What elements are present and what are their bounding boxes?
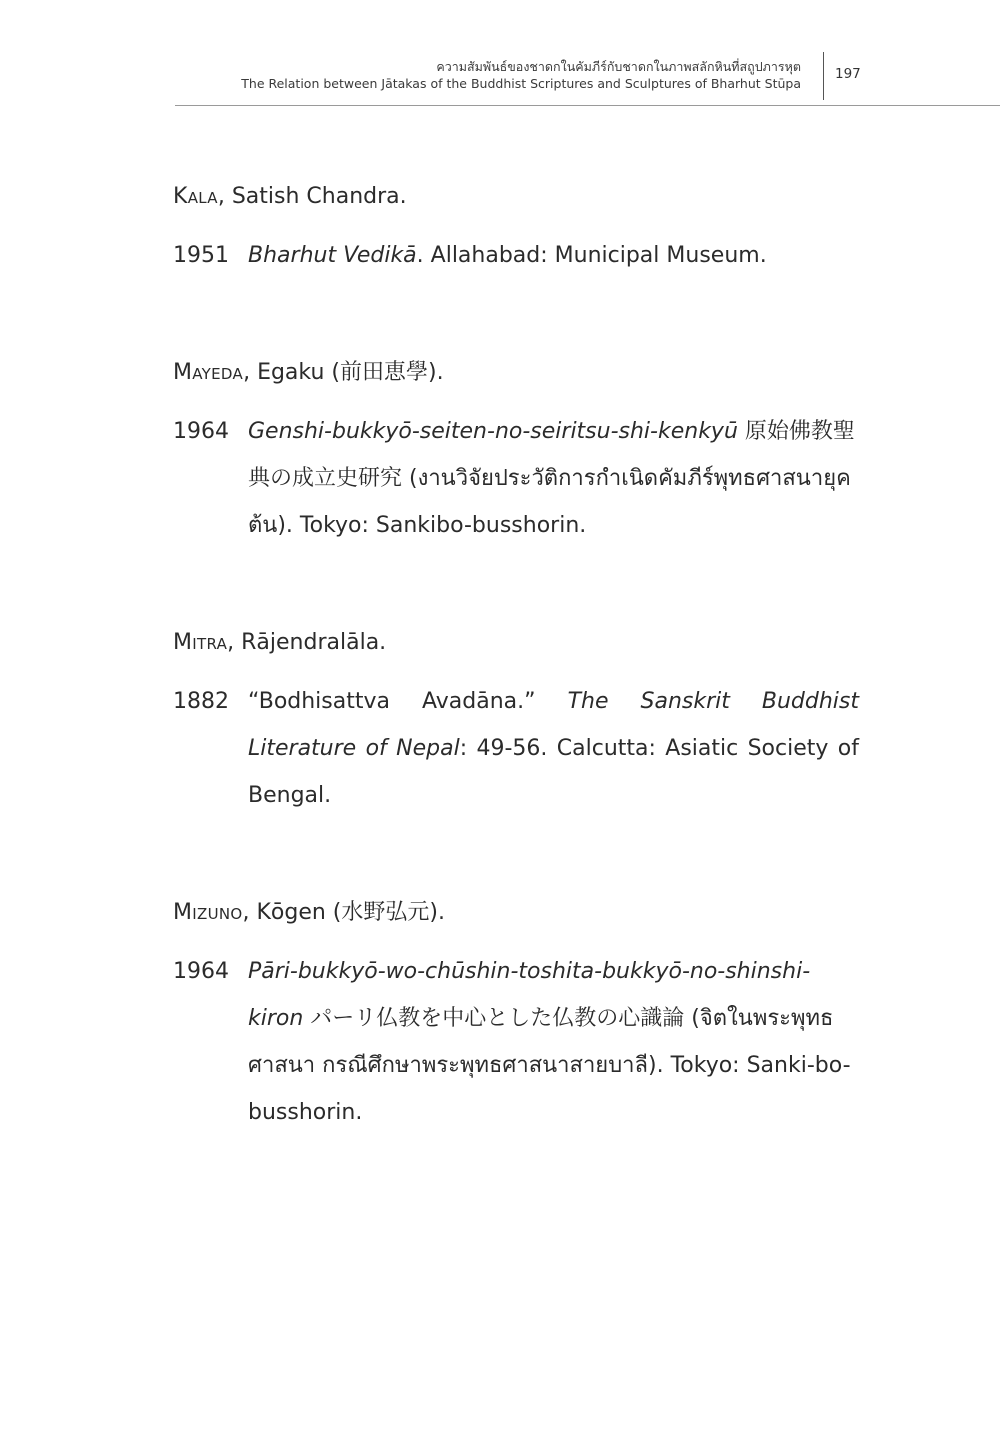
entry-publication: . Tokyo: Sanki-bo-busshorin. [248,1053,851,1125]
header-title-english: The Relation between Jātakas of the Buddhist Scriptures and Sculptures of Bharhut Stūpa [241,76,801,91]
author-given-name: , Kōgen (水野弘元). [242,900,445,925]
bibliography-entry [173,628,859,819]
entry-publication: : 49-56. Calcutta: Asiatic Society of Bengal. [248,736,859,808]
entry-citation [248,948,859,1136]
entry-author [173,628,859,658]
author-given-name: , Satish Chandra. [217,184,407,209]
entry-author [173,358,859,388]
entry-article-title: “Bodhisattva Avadāna.” [248,689,568,714]
bibliography-entry [173,182,859,279]
entry-title: Bharhut Vedikā [248,243,417,268]
bibliography-entry [173,358,859,549]
entry-year: 1964 [173,419,229,444]
entry-reference [173,408,859,549]
author-surname: Mitra [173,630,228,655]
entry-reference [173,678,859,819]
entry-citation [248,408,859,549]
entry-reference [173,232,859,279]
author-given-name: , Rājendralāla. [227,630,387,655]
author-given-name: , Egaku (前田恵學). [243,360,444,385]
entry-year: 1964 [173,959,229,984]
author-surname: Mayeda [173,360,244,385]
header-title-thai: ความสัมพันธ์ของชาดกในคัมภีร์กับชาดกในภาพสลักหินที่สถูปภารหุต [436,59,801,74]
author-surname: Mizuno [173,900,243,925]
bibliography-entry [173,898,859,1136]
entry-publication: . Tokyo: Sankibo-busshorin. [285,513,587,538]
entry-title: Genshi-bukkyō-seiten-no-seiritsu-shi-kenkyū [248,419,738,444]
entry-title: The Sanskrit Buddhist Literature of Nepal [248,689,860,761]
entry-native-title: パーリ仏教を中心とした仏教の心識論 (จิตในพระพุทธศาสนา กรณีศึกษาพระพุทธศาสนาสายบาลี) [248,1006,834,1078]
entry-citation [248,232,859,279]
page-number: 197 [835,66,861,82]
entry-native-title: 原始佛教聖典の成立史研究 (งานวิจัยประวัติการกำเนิดคัมภีร์พุทธศาสนายุคต้น) [248,419,855,538]
entry-year: 1882 [173,689,229,714]
entry-year: 1951 [173,243,229,268]
entry-title: Pāri-bukkyō-wo-chūshin-toshita-bukkyō-no-shinshi-kiron [248,959,811,1031]
entry-reference [173,948,859,1136]
entry-author [173,898,859,928]
header-horizontal-rule [175,105,1000,106]
header-vertical-divider [823,52,824,100]
running-header [150,58,801,92]
author-surname: Kala [173,184,218,209]
entry-publication: . Allahabad: Municipal Museum. [416,243,767,268]
entry-citation [248,678,859,819]
entry-author [173,182,859,212]
